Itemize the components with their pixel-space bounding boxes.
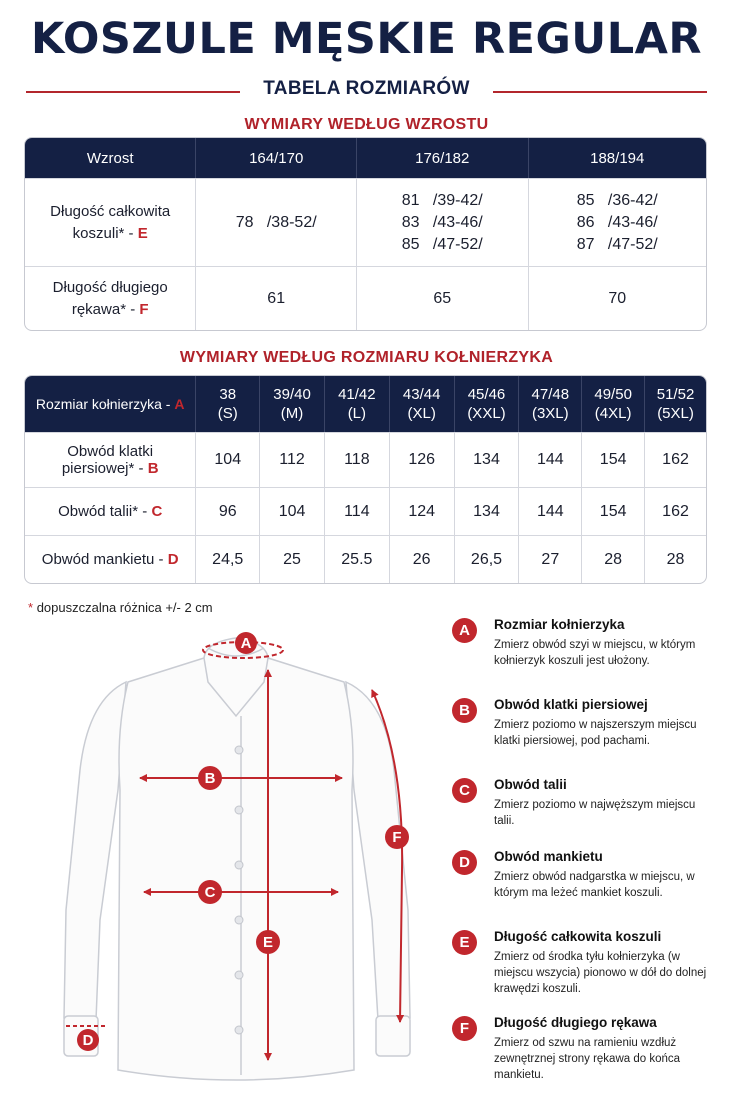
size-number: 47/48 (531, 386, 570, 403)
table-cell: 124 (389, 487, 454, 535)
collar-header-label: Rozmiar kołnierzyka - A (25, 376, 195, 432)
table-cell: 114 (324, 487, 389, 535)
table-row (25, 535, 706, 583)
table-cell: 162 (644, 432, 706, 487)
table-cell: 25 (259, 535, 324, 583)
legend-badge: D (452, 850, 477, 875)
cell-line: 85 /36-42/ (576, 191, 658, 209)
table-cell: 25.5 (324, 535, 389, 583)
table-cell: 134 (454, 432, 519, 487)
size-number: 41/42 (338, 386, 376, 403)
size-label: (5XL) (657, 405, 694, 422)
table-row (25, 266, 706, 330)
size-number: 45/46 (467, 386, 506, 403)
page-title: KOSZULE MĘSKIE REGULAR (30, 14, 703, 64)
note-star: * (28, 600, 34, 615)
height-col-2: 176/182 (356, 138, 528, 178)
legend-desc: Zmierz od środka tyłu kołnierzyka (w miejscu wszycia) pionowo w dół do dolnej krawędzi koszuli. (494, 951, 707, 995)
cell-line: 85 /47-52/ (401, 235, 483, 253)
size-number: 49/50 (594, 386, 632, 403)
height-col-3: 188/194 (528, 138, 707, 178)
table-row (25, 178, 706, 266)
legend-desc: Zmierz obwód nadgarstka w miejscu, w którym ma leżeć mankiet koszuli. (494, 871, 695, 899)
table-cell: 154 (581, 432, 644, 487)
height-col-1: 164/170 (195, 138, 356, 178)
legend-item (448, 694, 718, 774)
divider-right (493, 91, 707, 93)
table-cell: 104 (195, 432, 259, 487)
marker-b: B (204, 770, 216, 787)
size-col (518, 376, 581, 432)
row-label-cuff: Obwód mankietu - D (25, 535, 195, 583)
table-row (25, 432, 706, 487)
legend-title: Obwód klatki piersiowej (494, 697, 648, 712)
legend-item (448, 846, 718, 926)
legend-title: Długość całkowita koszuli (494, 929, 662, 944)
legend-item (448, 1012, 718, 1092)
cell-line: 81 /39-42/ (401, 191, 483, 209)
legend-item (448, 614, 718, 694)
marker-d: D (82, 1032, 94, 1049)
marker-c: C (204, 884, 216, 901)
table-cell: 26,5 (454, 535, 519, 583)
row-label-line: koszuli* (72, 224, 125, 242)
legend-badge: C (452, 778, 477, 803)
size-label: (3XL) (531, 405, 569, 422)
height-section-title: WYMIARY WEDŁUG WZROSTU (244, 116, 489, 133)
row-letter: D (167, 551, 179, 568)
legend-badge: B (452, 698, 477, 723)
size-label: (4XL) (594, 405, 632, 422)
cell-line: 83 /43-46/ (401, 213, 483, 231)
tolerance-note (28, 600, 213, 615)
button (235, 1026, 243, 1034)
row-label-line: Obwód mankietu (41, 551, 155, 568)
table-cell: 118 (324, 432, 389, 487)
cell-line: 78 /38-52/ (235, 213, 317, 231)
header-letter: A (174, 395, 185, 412)
row-label-waist: Obwód talii* - C (25, 487, 195, 535)
size-label: (L) (347, 405, 367, 422)
table-header-row (25, 138, 706, 178)
table-cell (356, 178, 528, 266)
measurement-legend (448, 614, 718, 1092)
legend-item (448, 774, 718, 846)
row-label-line: Obwód talii* (58, 503, 139, 520)
table-cell: 134 (454, 487, 519, 535)
legend-title: Obwód talii (494, 777, 567, 792)
table-cell: 28 (581, 535, 644, 583)
size-number: 51/52 (656, 386, 695, 403)
shirt-body (118, 658, 354, 1080)
table-cell: 26 (389, 535, 454, 583)
marker-e: E (262, 934, 274, 951)
table-cell: 126 (389, 432, 454, 487)
table-header-row (25, 376, 706, 432)
legend-title: Długość długiego rękawa (494, 1015, 657, 1030)
table-cell (528, 178, 707, 266)
row-label-line: rękawa* (71, 300, 127, 318)
table-cell: 112 (259, 432, 324, 487)
note-text: dopuszczalna różnica +/- 2 cm (36, 600, 213, 615)
size-col (389, 376, 454, 432)
row-letter: C (151, 503, 163, 520)
button (235, 746, 243, 754)
table-cell: 27 (518, 535, 581, 583)
row-label-line: Obwód klatki (67, 443, 154, 460)
height-size-table (24, 137, 707, 331)
size-number: 39/40 (273, 386, 311, 403)
left-sleeve (64, 682, 126, 1020)
button (235, 916, 243, 924)
size-label: (XL) (407, 405, 436, 422)
marker-a: A (240, 635, 252, 652)
size-col (324, 376, 389, 432)
legend-badge: F (452, 1016, 477, 1041)
button (235, 971, 243, 979)
header-label-text: Rozmiar kołnierzyka (35, 395, 162, 412)
right-cuff (376, 1016, 410, 1056)
collar-size-table (24, 375, 707, 584)
row-letter: F (139, 300, 149, 318)
legend-desc: Zmierz obwód szyi w miejscu, w którym kołnierzyk koszuli jest ułożony. (494, 639, 696, 667)
size-col (195, 376, 259, 432)
shirt-measurement-diagram (36, 620, 436, 1090)
table-cell (195, 178, 356, 266)
legend-badge: E (452, 930, 477, 955)
table-cell: 144 (518, 432, 581, 487)
table-cell: 65 (356, 266, 528, 330)
collar-section-title: WYMIARY WEDŁUG ROZMIARU KOŁNIERZYKA (179, 349, 554, 366)
height-header-label: Wzrost (25, 138, 195, 178)
table-cell: 96 (195, 487, 259, 535)
legend-desc: Zmierz poziomo w najwęższym miejscu talii. (494, 799, 696, 827)
size-number: 38 (219, 386, 237, 403)
size-label: (S) (217, 405, 238, 422)
table-cell: 24,5 (195, 535, 259, 583)
row-label-line: Długość długiego (52, 278, 168, 296)
table-cell: 28 (644, 535, 706, 583)
cell-line: 87 /47-52/ (576, 235, 658, 253)
row-label-sleeve-length: Długość długiego rękawa* - F (25, 266, 195, 330)
legend-desc: Zmierz od szwu na ramieniu wzdłuż zewnętrznej strony rękawa do końca mankietu. (494, 1037, 681, 1081)
table-cell: 154 (581, 487, 644, 535)
legend-item (448, 926, 718, 1012)
page-subtitle: TABELA ROZMIARÓW (263, 78, 470, 99)
legend-desc: Zmierz poziomo w najszerszym miejscu klatki piersiowej, pod pachami. (494, 719, 697, 747)
row-label-chest: Obwód klatki piersiowej* - B (25, 432, 195, 487)
table-cell: 61 (195, 266, 356, 330)
legend-badge: A (452, 618, 477, 643)
button (235, 861, 243, 869)
row-label-total-length: Długość całkowita koszuli* - E (25, 178, 195, 266)
shirt-illustration (64, 638, 410, 1080)
size-col (581, 376, 644, 432)
size-col (259, 376, 324, 432)
row-letter: E (137, 224, 148, 242)
legend-title: Rozmiar kołnierzyka (494, 617, 625, 632)
table-cell: 104 (259, 487, 324, 535)
size-label: (M) (280, 405, 304, 422)
legend-title: Obwód mankietu (494, 849, 603, 864)
row-label-line: Długość całkowita (50, 202, 171, 220)
cell-line: 86 /43-46/ (576, 213, 658, 231)
button (235, 806, 243, 814)
table-cell: 144 (518, 487, 581, 535)
row-label-line: piersiowej* (61, 460, 135, 477)
size-label: (XXL) (467, 405, 506, 422)
subtitle-row (26, 78, 707, 104)
row-letter: B (147, 460, 159, 477)
size-col (644, 376, 706, 432)
table-cell: 162 (644, 487, 706, 535)
size-col (454, 376, 519, 432)
marker-f: F (392, 829, 402, 846)
size-number: 43/44 (402, 386, 441, 403)
table-row (25, 487, 706, 535)
table-cell: 70 (528, 266, 707, 330)
